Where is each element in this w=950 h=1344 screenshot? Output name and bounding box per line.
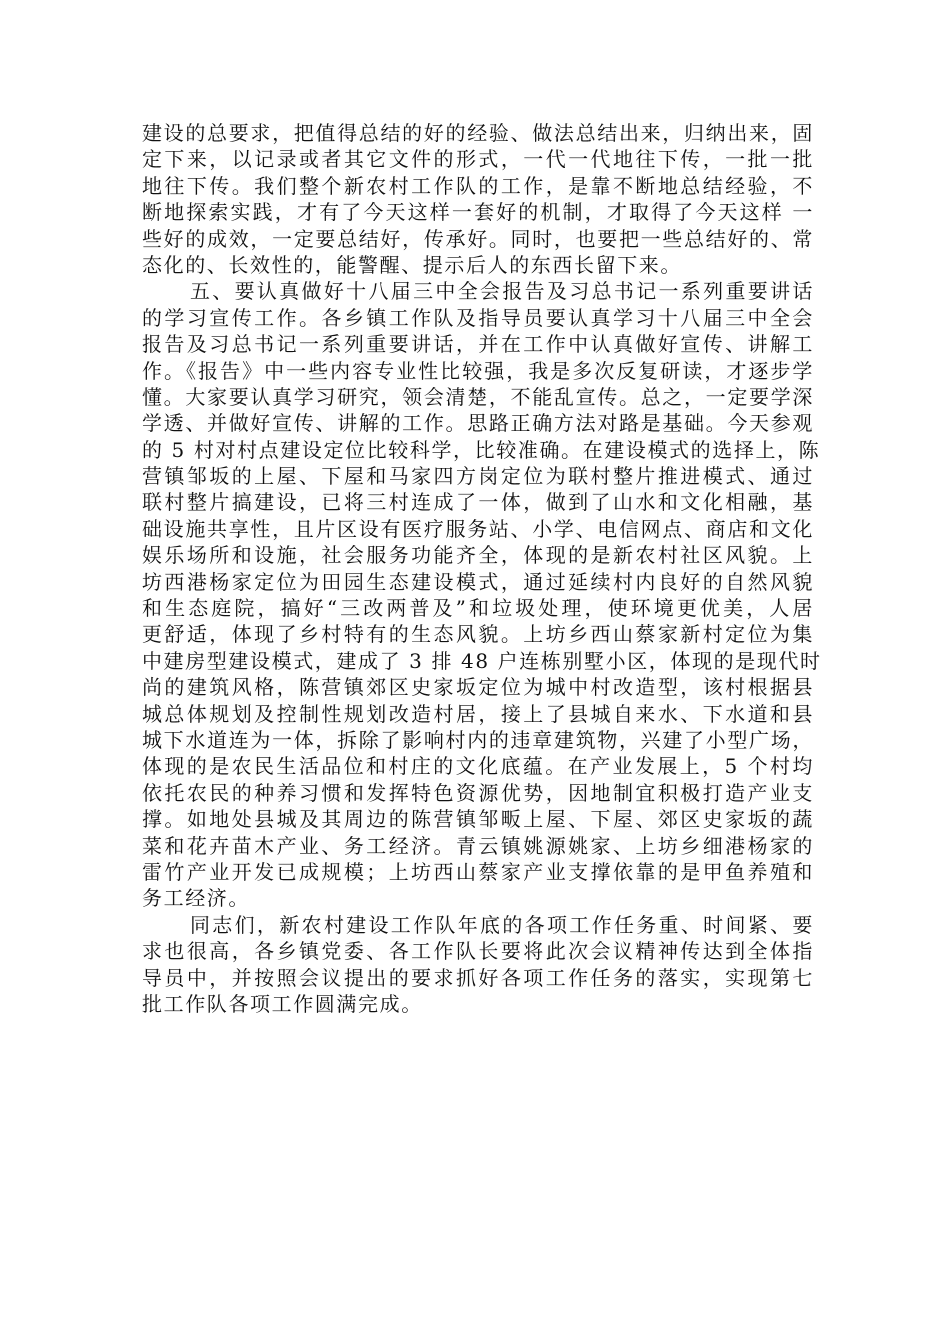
text-line: 和生态庭院，搞好“三改两普及”和垃圾处理，使环境更优美，人居 [142,596,814,621]
text-line: 态化的、长效性的，能警醒、提示后人的东西长留下来。 [142,252,682,277]
text-line: 定下来，以记录或者其它文件的形式，一代一代地往下传，一批一批 [142,147,814,172]
text-line: 求也很高，各乡镇党委、各工作队长要将此次会议精神传达到全体指 [142,939,814,964]
text-line: 撑。如地处县城及其周边的陈营镇邹畈上屋、下屋、郊区史家坂的蔬 [142,807,814,832]
text-line: 务工经济。 [142,886,250,911]
text-line: 中建房型建设模式，建成了 3 排 48 户连栋别墅小区，体现的是现代时 [142,648,822,673]
text-line: 体现的是农民生活品位和村庄的文化底蕴。在产业发展上，5 个村均 [142,754,814,779]
text-line: 学透、并做好宣传、讲解的工作。思路正确方法对路是基础。今天参观 [142,411,814,436]
text-line: 娱乐场所和设施，社会服务功能齐全，体现的是新农村社区风貌。上 [142,543,814,568]
text-line: 同志们，新农村建设工作队年底的各项工作任务重、时间紧、要 [190,912,814,937]
text-line: 菜和花卉苗木产业、务工经济。青云镇姚源姚家、上坊乡细港杨家的 [142,833,814,858]
text-line: 建设的总要求，把值得总结的好的经验、做法总结出来，归纳出来，固 [142,121,814,145]
text-line: 作。《报告》中一些内容专业性比较强，我是多次反复研读，才逐步学 [142,358,814,383]
text-line: 报告及习总书记一系列重要讲话，并在工作中认真做好宣传、讲解工 [142,332,814,357]
text-line: 些好的成效，一定要总结好，传承好。同时，也要把一些总结好的、常 [142,226,814,251]
text-line: 的 5 村对村点建设定位比较科学，比较准确。在建设模式的选择上，陈 [142,437,821,462]
text-line: 联村整片搞建设，已将三村连成了一体，做到了山水和文化相融，基 [142,490,814,515]
text-line: 城下水道连为一体，拆除了影响村内的违章建筑物，兴建了小型广场， [142,727,814,752]
text-line: 尚的建筑风格，陈营镇郊区史家坂定位为城中村改造型，该村根据县 [142,675,814,700]
text-line: 坊西港杨家定位为田园生态建设模式，通过延续村内良好的自然风貌 [142,569,814,594]
text-line: 础设施共享性，且片区设有医疗服务站、小学、电信网点、商店和文化 [142,516,814,541]
text-line: 导员中，并按照会议提出的要求抓好各项工作任务的落实，实现第七 [142,965,814,990]
document-body [142,120,822,1017]
text-line: 断地探索实践，才有了今天这样一套好的机制，才取得了今天这样 一 [142,200,814,225]
paragraph-closing [142,912,814,1018]
text-line: 懂。大家要认真学习研究，领会清楚，不能乱宣传。总之，一定要学深 [142,384,814,409]
paragraph-item-five-study [142,278,822,911]
text-line: 城总体规划及控制性规划改造村居，接上了县城自来水、下水道和县 [142,701,814,726]
text-line: 更舒适，体现了乡村特有的生态风貌。上坊乡西山蔡家新村定位为集 [142,622,814,647]
text-line: 地往下传。我们整个新农村工作队的工作，是靠不断地总结经验，不 [142,173,814,198]
text-line: 雷竹产业开发已成规模；上坊西山蔡家产业支撑依靠的是甲鱼养殖和 [142,859,814,884]
text-line: 依托农民的种养习惯和发挥特色资源优势，因地制宜积极打造产业支 [142,780,814,805]
text-line: 营镇邹坂的上屋、下屋和马家四方岗定位为联村整片推进模式、通过 [142,464,814,489]
text-line: 的学习宣传工作。各乡镇工作队及指导员要认真学习十八届三中全会 [142,305,814,330]
text-line: 五、要认真做好十八届三中全会报告及习总书记一系列重要讲话 [190,279,814,304]
paragraph-summary-experience [142,120,814,278]
text-line: 批工作队各项工作圆满完成。 [142,991,423,1016]
